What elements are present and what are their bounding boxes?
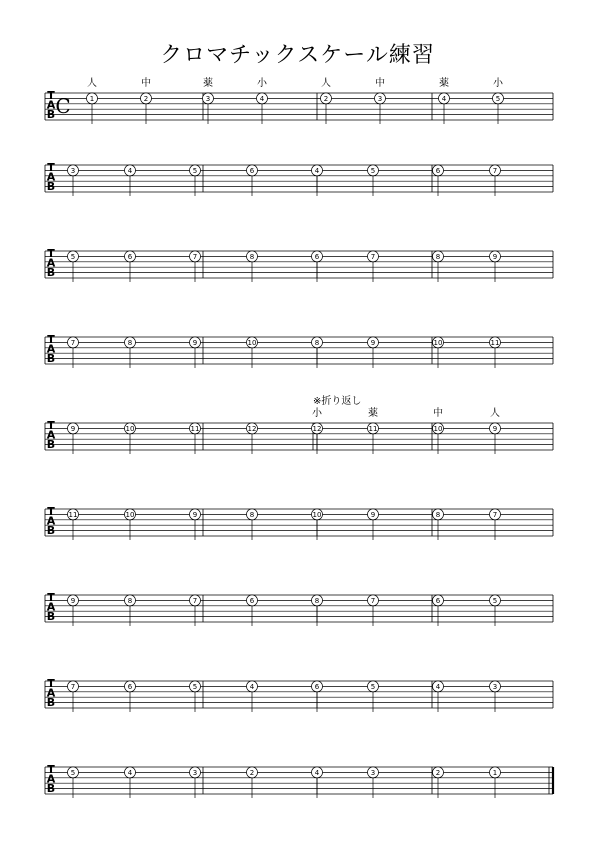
fret-number: 5 bbox=[492, 596, 498, 605]
fret-number: 12 bbox=[312, 424, 322, 433]
tab-clef-letter: T bbox=[47, 89, 55, 102]
fret-number: 10 bbox=[312, 510, 322, 519]
fret-number: 3 bbox=[205, 94, 211, 103]
fret-number: 10 bbox=[125, 510, 135, 519]
fret-number: 4 bbox=[314, 768, 320, 777]
fret-number: 8 bbox=[249, 510, 255, 519]
finger-label: 人 bbox=[490, 408, 500, 419]
finger-label: 薬 bbox=[439, 78, 449, 89]
finger-label: 薬 bbox=[203, 78, 213, 89]
tab-clef-letter: B bbox=[46, 352, 56, 365]
tab-clef-letter: T bbox=[47, 161, 55, 174]
fret-number: 1 bbox=[89, 94, 95, 103]
fret-number: 8 bbox=[435, 510, 441, 519]
tab-clef-letter: T bbox=[47, 333, 55, 346]
fret-number: 6 bbox=[314, 252, 320, 261]
fret-number: 10 bbox=[125, 424, 135, 433]
fret-number: 7 bbox=[192, 252, 198, 261]
fret-number: 5 bbox=[495, 94, 501, 103]
fret-number: 6 bbox=[435, 166, 441, 175]
tab-clef-letter: T bbox=[47, 591, 55, 604]
fret-number: 4 bbox=[435, 682, 441, 691]
tab-clef-letter: B bbox=[46, 266, 56, 279]
tab-clef-letter: A bbox=[46, 428, 56, 442]
fret-number: 9 bbox=[370, 338, 376, 347]
fret-number: 5 bbox=[70, 768, 76, 777]
finger-label: 中 bbox=[433, 408, 443, 419]
fret-number: 8 bbox=[249, 252, 255, 261]
finger-label: 人 bbox=[321, 78, 331, 89]
finger-label: 中 bbox=[141, 78, 151, 89]
fret-number: 5 bbox=[370, 682, 376, 691]
fret-number: 4 bbox=[259, 94, 265, 103]
tab-clef-letter: B bbox=[46, 108, 56, 121]
fret-number: 11 bbox=[190, 424, 200, 433]
tab-clef-letter: B bbox=[46, 524, 56, 537]
fret-number: 5 bbox=[70, 252, 76, 261]
fret-number: 2 bbox=[249, 768, 255, 777]
tab-clef-letter: T bbox=[47, 419, 55, 432]
tab-clef-letter: B bbox=[46, 180, 56, 193]
fret-number: 8 bbox=[127, 596, 133, 605]
fret-number: 9 bbox=[370, 510, 376, 519]
fret-number: 3 bbox=[492, 682, 498, 691]
tab-clef-letter: A bbox=[46, 686, 56, 700]
tab-clef-letter: T bbox=[47, 763, 55, 776]
fret-number: 7 bbox=[492, 166, 498, 175]
fret-number: 9 bbox=[70, 424, 76, 433]
tab-clef-letter: A bbox=[46, 98, 56, 112]
tab-clef-letter: A bbox=[46, 772, 56, 786]
fret-number: 6 bbox=[127, 682, 133, 691]
tab-clef-letter: A bbox=[46, 342, 56, 356]
finger-label: 小 bbox=[257, 78, 267, 89]
fret-number: 3 bbox=[192, 768, 198, 777]
tab-clef-letter: B bbox=[46, 782, 56, 795]
fret-number: 7 bbox=[370, 596, 376, 605]
fret-number: 2 bbox=[143, 94, 149, 103]
fret-number: 4 bbox=[314, 166, 320, 175]
fret-number: 11 bbox=[368, 424, 378, 433]
fret-number: 7 bbox=[70, 682, 76, 691]
fret-number: 8 bbox=[314, 596, 320, 605]
fret-number: 6 bbox=[249, 166, 255, 175]
fret-number: 3 bbox=[370, 768, 376, 777]
finger-label: 薬 bbox=[368, 408, 378, 419]
fret-number: 9 bbox=[192, 510, 198, 519]
fret-number: 6 bbox=[127, 252, 133, 261]
tab-clef-letter: B bbox=[46, 610, 56, 623]
fret-number: 7 bbox=[492, 510, 498, 519]
fret-number: 5 bbox=[192, 682, 198, 691]
fret-number: 4 bbox=[127, 166, 133, 175]
fret-number: 9 bbox=[192, 338, 198, 347]
tab-clef-letter: B bbox=[46, 696, 56, 709]
finger-label: 人 bbox=[87, 78, 97, 89]
fret-number: 9 bbox=[492, 424, 498, 433]
tab-clef-letter: A bbox=[46, 170, 56, 184]
tab-clef-letter: B bbox=[46, 438, 56, 451]
fret-number: 2 bbox=[323, 94, 329, 103]
fret-number: 11 bbox=[68, 510, 78, 519]
fret-number: 6 bbox=[435, 596, 441, 605]
fret-number: 5 bbox=[192, 166, 198, 175]
page-title: クロマチックスケール練習 bbox=[160, 43, 435, 68]
fret-number: 8 bbox=[127, 338, 133, 347]
fret-number: 4 bbox=[441, 94, 447, 103]
fret-number: 8 bbox=[435, 252, 441, 261]
fret-number: 4 bbox=[249, 682, 255, 691]
tab-clef-letter: T bbox=[47, 677, 55, 690]
fret-number: 7 bbox=[370, 252, 376, 261]
fret-number: 10 bbox=[433, 424, 443, 433]
fret-number: 1 bbox=[492, 768, 498, 777]
tab-clef-letter: T bbox=[47, 247, 55, 260]
fret-number: 3 bbox=[70, 166, 76, 175]
fret-number: 6 bbox=[249, 596, 255, 605]
tab-clef-letter: A bbox=[46, 600, 56, 614]
tab-clef-letter: A bbox=[46, 514, 56, 528]
fret-number: 9 bbox=[492, 252, 498, 261]
fret-number: 10 bbox=[433, 338, 443, 347]
turnaround-annotation: ※折り返し bbox=[313, 396, 362, 407]
fret-number: 8 bbox=[314, 338, 320, 347]
fret-number: 6 bbox=[314, 682, 320, 691]
fret-number: 3 bbox=[377, 94, 383, 103]
fret-number: 7 bbox=[70, 338, 76, 347]
fret-number: 7 bbox=[192, 596, 198, 605]
fret-number: 10 bbox=[247, 338, 257, 347]
tab-clef-letter: T bbox=[47, 505, 55, 518]
finger-label: 小 bbox=[312, 408, 322, 419]
finger-label: 中 bbox=[375, 78, 385, 89]
fret-number: 12 bbox=[247, 424, 257, 433]
finger-label: 小 bbox=[493, 78, 503, 89]
fret-number: 2 bbox=[435, 768, 441, 777]
fret-number: 11 bbox=[490, 338, 500, 347]
fret-number: 9 bbox=[70, 596, 76, 605]
tab-clef-letter: A bbox=[46, 256, 56, 270]
fret-number: 4 bbox=[127, 768, 133, 777]
fret-number: 5 bbox=[370, 166, 376, 175]
time-signature: C bbox=[55, 94, 71, 118]
